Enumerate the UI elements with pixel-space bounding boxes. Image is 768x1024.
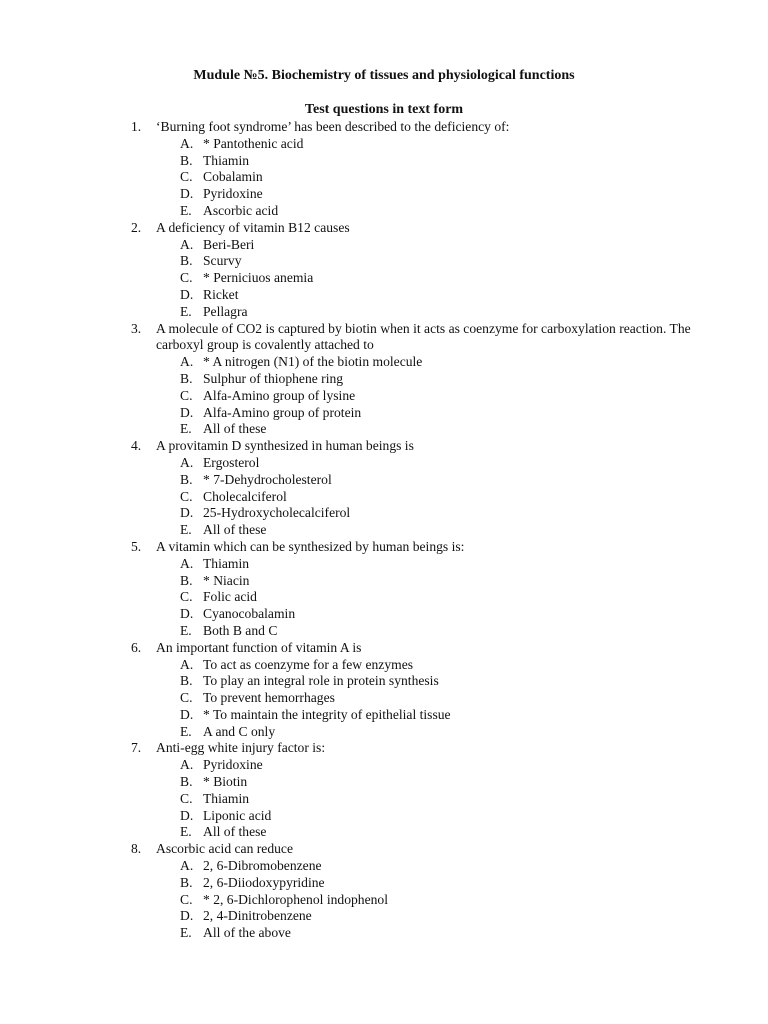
answer-options <box>156 757 696 841</box>
question-item <box>0 841 696 942</box>
question-text: Ascorbic acid can reduce <box>156 841 293 857</box>
option-text: To prevent hemorrhages <box>203 690 335 706</box>
option-letter: E. <box>180 925 192 941</box>
question-text: A molecule of CO2 is captured by biotin when it acts as coenzyme for carboxylation reaction. The carboxyl group is covalently attached to <box>156 320 691 353</box>
answer-option <box>0 908 696 925</box>
option-letter: A. <box>180 236 194 252</box>
option-text: Thiamin <box>203 790 250 806</box>
answer-options <box>156 136 696 220</box>
option-letter: C. <box>180 270 193 286</box>
option-text: Folic acid <box>203 589 257 605</box>
option-text: Scurvy <box>203 253 242 269</box>
question-number: 7. <box>131 740 142 756</box>
question-item <box>0 438 696 539</box>
option-letter: C. <box>180 169 193 185</box>
question-text: An important function of vitamin A is <box>156 639 362 655</box>
option-letter: A. <box>180 135 194 151</box>
answer-options <box>156 858 696 942</box>
option-letter: B. <box>180 874 193 890</box>
answer-option <box>0 556 696 573</box>
option-text: Thiamin <box>203 555 250 571</box>
option-text: * 7-Dehydrocholesterol <box>203 471 332 487</box>
option-letter: D. <box>180 706 194 722</box>
answer-option <box>0 405 696 422</box>
option-text: Alfa-Amino group of protein <box>203 404 362 420</box>
answer-options <box>156 237 696 321</box>
answer-option <box>0 774 696 791</box>
answer-option <box>0 421 696 438</box>
question-item <box>0 640 696 741</box>
answer-option <box>0 791 696 808</box>
answer-option <box>0 388 696 405</box>
option-letter: B. <box>180 572 193 588</box>
option-text: To play an integral role in protein synthesis <box>203 673 439 689</box>
option-letter: B. <box>180 152 193 168</box>
option-letter: E. <box>180 421 192 437</box>
option-text: Cobalamin <box>203 169 263 185</box>
option-text: * 2, 6-Dichlorophenol indophenol <box>203 891 388 907</box>
question-item <box>0 539 696 640</box>
question-text: A provitamin D synthesized in human beings is <box>156 438 414 454</box>
answer-option <box>0 472 696 489</box>
option-text: * A nitrogen (N1) of the biotin molecule <box>203 354 423 370</box>
option-text: All of these <box>203 824 267 840</box>
question-item <box>0 740 696 841</box>
answer-option <box>0 455 696 472</box>
question-item <box>0 321 696 439</box>
option-text: 25-Hydroxycholecalciferol <box>203 505 351 521</box>
answer-option <box>0 606 696 623</box>
option-letter: C. <box>180 488 193 504</box>
option-letter: D. <box>180 908 194 924</box>
page-subtitle: Test questions in text form <box>304 102 464 117</box>
answer-option <box>0 858 696 875</box>
option-text: Thiamin <box>203 152 250 168</box>
answer-option <box>0 623 696 640</box>
option-text: Cyanocobalamin <box>203 606 296 622</box>
option-text: * Biotin <box>203 774 248 790</box>
question-number: 5. <box>131 538 142 554</box>
option-text: To act as coenzyme for a few enzymes <box>203 656 414 672</box>
option-text: Beri-Beri <box>203 236 255 252</box>
option-letter: C. <box>180 589 193 605</box>
answer-option <box>0 186 696 203</box>
option-letter: D. <box>180 606 194 622</box>
option-text: Pyridoxine <box>203 757 263 773</box>
option-letter: A. <box>180 858 194 874</box>
option-letter: E. <box>180 723 192 739</box>
option-letter: A. <box>180 354 194 370</box>
option-letter: C. <box>180 690 193 706</box>
option-letter: C. <box>180 790 193 806</box>
question-number: 8. <box>131 841 142 857</box>
question-list <box>0 119 768 942</box>
option-letter: B. <box>180 370 193 386</box>
option-letter: B. <box>180 774 193 790</box>
answer-option <box>0 892 696 909</box>
option-text: * Perniciuos anemia <box>203 270 314 286</box>
answer-option <box>0 589 696 606</box>
answer-option <box>0 724 696 741</box>
option-letter: B. <box>180 253 193 269</box>
question-text: Anti-egg white injury factor is: <box>156 740 326 756</box>
option-text: Ergosterol <box>203 454 260 470</box>
question-item <box>0 119 696 220</box>
question-text: A deficiency of vitamin B12 causes <box>156 219 350 235</box>
option-letter: A. <box>180 454 194 470</box>
option-text: Both B and C <box>203 622 278 638</box>
option-letter: C. <box>180 891 193 907</box>
answer-option <box>0 237 696 254</box>
option-text: A and C only <box>203 723 276 739</box>
option-letter: E. <box>180 522 192 538</box>
option-letter: E. <box>180 622 192 638</box>
question-number: 6. <box>131 639 142 655</box>
answer-option <box>0 136 696 153</box>
question-number: 1. <box>131 119 142 134</box>
option-letter: B. <box>180 471 193 487</box>
question-text: ‘Burning foot syndrome’ has been described to the deficiency of: <box>156 119 510 134</box>
answer-option <box>0 657 696 674</box>
option-letter: A. <box>180 656 194 672</box>
option-letter: A. <box>180 757 194 773</box>
answer-option <box>0 169 696 186</box>
question-number: 2. <box>131 219 142 235</box>
answer-option <box>0 690 696 707</box>
answer-option <box>0 757 696 774</box>
answer-options <box>156 657 696 741</box>
answer-option <box>0 287 696 304</box>
answer-option <box>0 522 696 539</box>
page-title: Mudule №5. Biochemistry of tissues and physiological functions <box>193 68 575 83</box>
option-text: 2, 6-Dibromobenzene <box>203 858 322 874</box>
answer-option <box>0 824 696 841</box>
option-letter: A. <box>180 555 194 571</box>
option-text: 2, 6-Diiodoxypyridine <box>203 874 325 890</box>
option-letter: D. <box>180 186 194 202</box>
option-letter: D. <box>180 286 194 302</box>
option-letter: D. <box>180 505 194 521</box>
answer-option <box>0 270 696 287</box>
option-letter: E. <box>180 202 192 218</box>
answer-option <box>0 925 696 942</box>
option-text: All of these <box>203 522 267 538</box>
option-text: Sulphur of thiophene ring <box>203 370 344 386</box>
question-number: 3. <box>131 320 142 336</box>
option-letter: D. <box>180 404 194 420</box>
option-text: Ascorbic acid <box>203 202 279 218</box>
answer-option <box>0 371 696 388</box>
answer-option <box>0 304 696 321</box>
option-letter: D. <box>180 807 194 823</box>
option-text: Alfa-Amino group of lysine <box>203 387 356 403</box>
answer-options <box>156 354 696 438</box>
answer-options <box>156 556 696 640</box>
answer-option <box>0 153 696 170</box>
option-letter: C. <box>180 387 193 403</box>
answer-options <box>156 455 696 539</box>
option-text: * Pantothenic acid <box>203 135 304 151</box>
answer-option <box>0 505 696 522</box>
option-letter: E. <box>180 303 192 319</box>
option-text: Pellagra <box>203 303 248 319</box>
question-number: 4. <box>131 438 142 454</box>
option-text: All of the above <box>203 925 291 941</box>
option-text: 2, 4-Dinitrobenzene <box>203 908 312 924</box>
option-text: Cholecalciferol <box>203 488 287 504</box>
answer-option <box>0 673 696 690</box>
question-item <box>0 220 696 321</box>
question-text: A vitamin which can be synthesized by human beings is: <box>156 538 465 554</box>
answer-option <box>0 489 696 506</box>
answer-option <box>0 354 696 371</box>
option-text: Ricket <box>203 286 239 302</box>
answer-option <box>0 808 696 825</box>
option-letter: E. <box>180 824 192 840</box>
answer-option <box>0 875 696 892</box>
option-text: All of these <box>203 421 267 437</box>
option-text: * Niacin <box>203 572 250 588</box>
answer-option <box>0 203 696 220</box>
option-text: * To maintain the integrity of epithelial tissue <box>203 706 451 722</box>
answer-option <box>0 707 696 724</box>
option-text: Pyridoxine <box>203 186 263 202</box>
option-text: Liponic acid <box>203 807 272 823</box>
answer-option <box>0 573 696 590</box>
answer-option <box>0 253 696 270</box>
option-letter: B. <box>180 673 193 689</box>
